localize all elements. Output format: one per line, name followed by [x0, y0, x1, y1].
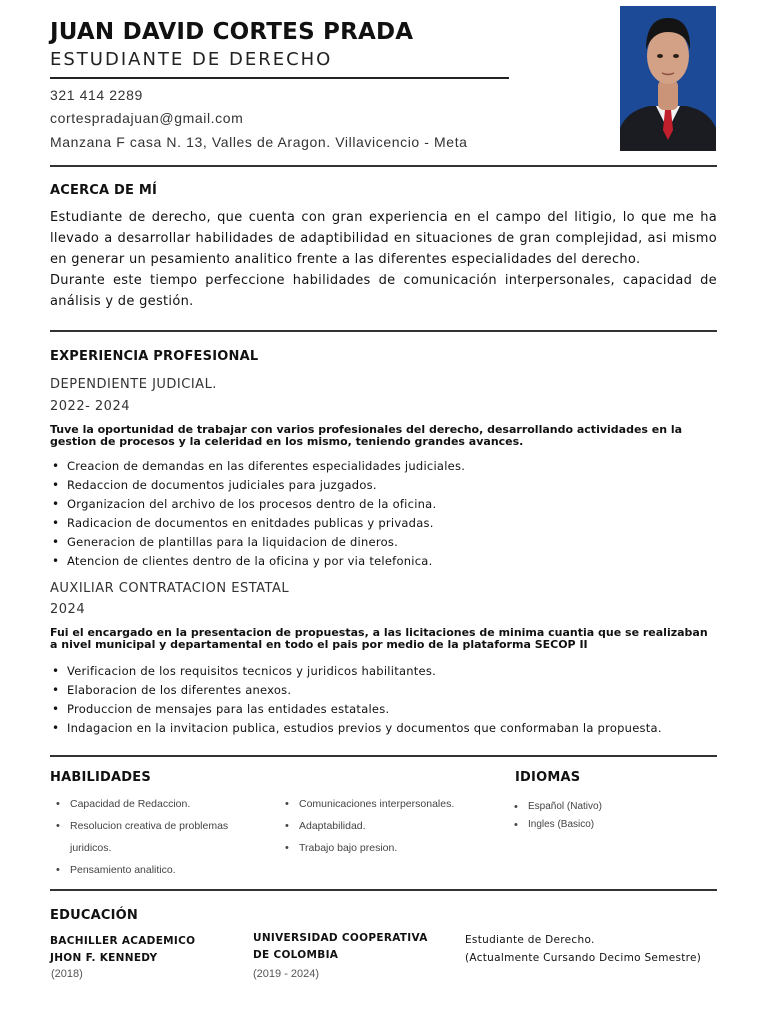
- home-address: Manzana F casa N. 13, Valles de Aragon. Villavicencio - Meta: [50, 134, 468, 150]
- job-bullet-list: [50, 457, 717, 571]
- job-summary: Tuve la oportunidad de trabajar con varios profesionales del derecho, desarrollando actividades en la gestion de procesos y la celeridad en los mismo, teniendo grandes avances.: [50, 423, 683, 448]
- about-section-title: ACERCA DE MÍ: [50, 183, 157, 198]
- list-item: • Verificacion de los requisitos tecnicos y juridicos habilitantes.: [50, 662, 717, 681]
- experience-section-title: EXPERIENCIA PROFESIONAL: [50, 349, 259, 364]
- job-summary: Fui el encargado en la presentacion de propuestas, a las licitaciones de minima cuantia que se realizaban a nivel municipal y departamental en todo el pais por medio de la plataforma SECOP II: [50, 626, 708, 651]
- list-item: • Capacidad de Redaccion.: [51, 793, 266, 815]
- list-item: • Radicacion de documentos en enitdades publicas y privadas.: [50, 514, 717, 533]
- skills-list: [51, 793, 266, 881]
- full-name: JUAN DAVID CORTES PRADA: [50, 19, 414, 45]
- list-item: • Organizacion del archivo de los procesos dentro de la oficina.: [50, 495, 717, 514]
- about-paragraph: Durante este tiempo perfeccione habilidades de comunicación interpersonales, capacidad de análisis y de gestión.: [50, 273, 717, 309]
- profile-photo: [620, 6, 716, 151]
- divider: [50, 889, 717, 891]
- portrait-image: [620, 6, 716, 151]
- languages-section-title: IDIOMAS: [515, 770, 581, 785]
- languages-list: [509, 798, 709, 834]
- job-period: 2022- 2024: [50, 399, 130, 414]
- job-role: ESTUDIANTE DE DERECHO: [50, 49, 333, 70]
- list-item: • Resolucion creativa de problemas juridicos.: [51, 815, 266, 859]
- education-current-status: Estudiante de Derecho.: [465, 934, 595, 946]
- list-item: • Creacion de demandas en las diferentes especialidades judiciales.: [50, 457, 717, 476]
- list-item: • Adaptabilidad.: [280, 815, 500, 837]
- education-current-semester: (Actualmente Cursando Decimo Semestre): [465, 952, 702, 964]
- job-title: DEPENDIENTE JUDICIAL.: [50, 377, 217, 392]
- about-paragraph: Estudiante de derecho, que cuenta con gran experiencia en el campo del litigio, lo que me ha llevado a desarrollar habilidades de adaptibilidad en situaciones de gran complejidad, asi mismo en generar un pesamiento analitico frente a las diferentes especialidades del derecho.: [50, 210, 717, 267]
- list-item: • Ingles (Basico): [509, 816, 709, 834]
- education-school: UNIVERSIDAD COOPERATIVA DE COLOMBIA: [253, 932, 428, 961]
- list-item: • Generacion de plantillas para la liquidacion de dineros.: [50, 533, 717, 552]
- job-bullet-list: [50, 662, 717, 738]
- divider: [50, 755, 717, 757]
- list-item: • Pensamiento analitico.: [51, 859, 266, 881]
- skills-section-title: HABILIDADES: [50, 770, 151, 785]
- education-section-title: EDUCACIÓN: [50, 908, 138, 923]
- divider: [50, 330, 717, 332]
- job-period: 2024: [50, 602, 86, 617]
- list-item: • Español (Nativo): [509, 798, 709, 816]
- list-item: • Indagacion en la invitacion publica, estudios previos y documentos que conformaban la propuesta.: [50, 719, 717, 738]
- email-address: cortespradajuan@gmail.com: [50, 110, 244, 126]
- list-item: • Produccion de mensajes para las entidades estatales.: [50, 700, 717, 719]
- education-school: BACHILLER ACADEMICO JHON F. KENNEDY: [50, 935, 196, 964]
- about-text: [50, 207, 717, 312]
- skills-list: [280, 793, 500, 859]
- header-underline: [50, 77, 509, 79]
- education-years: (2019 - 2024): [253, 968, 320, 980]
- list-item: • Comunicaciones interpersonales.: [280, 793, 500, 815]
- list-item: • Redaccion de documentos judiciales para juzgados.: [50, 476, 717, 495]
- phone-number: 321 414 2289: [50, 87, 143, 103]
- list-item: • Atencion de clientes dentro de la oficina y por via telefonica.: [50, 552, 717, 571]
- job-title: AUXILIAR CONTRATACION ESTATAL: [50, 581, 290, 596]
- list-item: • Trabajo bajo presion.: [280, 837, 500, 859]
- education-years: (2018): [51, 968, 83, 980]
- list-item: • Elaboracion de los diferentes anexos.: [50, 681, 717, 700]
- divider: [50, 165, 717, 167]
